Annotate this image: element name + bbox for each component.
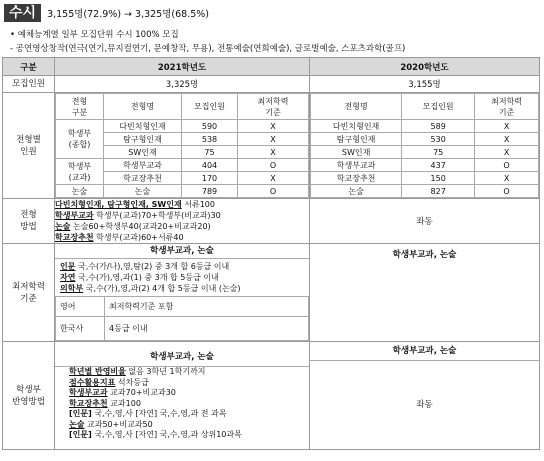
note-line: - 공연영상창작(연극(연기,뮤지컬연기, 문예창작, 무용), 전통예술(연희예술), 글로벌예술, 스포츠과학(골프) — [10, 44, 406, 54]
reflect-key: 학생부교과 — [69, 388, 108, 398]
page-header — [4, 4, 209, 22]
recruit-2021: 3,325명 — [55, 76, 310, 93]
method-title: 학생부교과 — [55, 211, 94, 220]
reflect-line — [69, 420, 303, 431]
method-line — [55, 199, 309, 210]
reflect-detail: 국,수,영,사 [자연] 국,수,영,과 상위10과목 — [91, 430, 242, 440]
type-count: 404 — [182, 159, 238, 172]
inner-header: 전형명 — [104, 94, 182, 120]
type-min: X — [475, 133, 539, 146]
type-min: X — [238, 120, 309, 133]
type-min: X — [238, 172, 309, 185]
inner-header: 전형명 — [311, 94, 402, 120]
min-group: 의학부 — [60, 284, 84, 293]
type-count: 789 — [182, 185, 238, 198]
inner-header: 전형 구분 — [56, 94, 104, 120]
type-count: 827 — [402, 185, 475, 198]
min-2020 — [310, 244, 540, 342]
type-name: 학생부교과 — [311, 159, 402, 172]
reflect-title: 학생부교과, 논술 — [55, 348, 309, 367]
min-line — [60, 283, 304, 294]
by-type-2021 — [55, 93, 310, 199]
inner-header: 모집인원 — [182, 94, 238, 120]
reflect-line — [69, 430, 303, 441]
type-name: 탐구형인재 — [104, 133, 182, 146]
reflect-line — [69, 388, 303, 399]
method-detail: 학생부(교과)60+서류40 — [93, 233, 184, 242]
reflect-key: 점수활용지표 — [69, 377, 116, 387]
reflect-line — [69, 399, 303, 410]
min-line — [60, 261, 304, 272]
min-2021 — [55, 244, 310, 342]
min-line — [60, 272, 304, 283]
reflect-key: 학교장추천 — [69, 398, 108, 408]
col-header-2021: 2021학년도 — [55, 58, 310, 76]
group-cell: 학생부 (종합) — [56, 120, 104, 159]
type-count: 170 — [182, 172, 238, 185]
admission-table — [2, 57, 540, 450]
type-min: X — [238, 146, 309, 159]
note-line: • 예체능계열 일부 모집단위 수시 100% 모집 — [10, 30, 179, 40]
min-sub-table — [55, 296, 309, 341]
reflect-detail: 없음 3학년 1학기까지 — [125, 367, 206, 377]
type-min: X — [475, 172, 539, 185]
method-detail: 논술60+학생부40(교과20+비교과20) — [70, 222, 211, 231]
min-title: 학생부교과, 논술 — [150, 246, 214, 256]
reflect-detail: 석차등급 — [115, 377, 149, 387]
reflect-detail: 교과70+비교과30 — [107, 388, 176, 398]
type-min: O — [238, 185, 309, 198]
reflect-detail: 교과50+비교과50 — [84, 419, 153, 429]
type-count: 589 — [402, 120, 475, 133]
type-name: 학교장추천 — [311, 172, 402, 185]
type-count: 538 — [182, 133, 238, 146]
group-cell: 논술 — [56, 185, 104, 198]
min-group: 인문 — [60, 262, 76, 271]
type-count: 150 — [402, 172, 475, 185]
type-name: 탐구형인재 — [311, 133, 402, 146]
group-cell: 학생부 (교과) — [56, 159, 104, 185]
type-name: SW인재 — [311, 146, 402, 159]
type-table-2021 — [55, 93, 309, 198]
sub-key: 영어 — [56, 297, 105, 317]
type-name: 다빈치형인재 — [104, 120, 182, 133]
methods-2021 — [55, 199, 310, 244]
min-detail: 국,수(가),영,과(1) 중 3개 합 5등급 이내 — [75, 273, 219, 282]
type-count: 75 — [182, 146, 238, 159]
sub-value: 4등급 이내 — [105, 317, 309, 341]
method-detail: 학생부(교과)70+학생부(비교과)30 — [93, 211, 221, 220]
type-count: 590 — [182, 120, 238, 133]
row-label-recruit: 모집인원 — [3, 76, 55, 93]
min-detail: 국,수(가),영,과(2) 4개 합 5등급 이내 (논술) — [83, 284, 241, 293]
reflect-detail: 교과100 — [107, 398, 141, 408]
type-table-2020 — [310, 93, 539, 198]
reflect-detail: 국,수,영,사 [자연] 국,수,영,과 전 과목 — [91, 409, 227, 419]
reflect-key: [인문] — [69, 409, 92, 419]
recruit-summary: 3,155명(72.9%) → 3,325명(68.5%) — [47, 9, 209, 20]
min-detail: 국,수(가/나),영,탐(2) 중 3개 합 6등급 이내 — [75, 262, 230, 271]
method-title: 논술 — [55, 222, 71, 231]
inner-header: 모집인원 — [402, 94, 475, 120]
reflect-line — [69, 409, 303, 420]
type-count: 75 — [402, 146, 475, 159]
row-label-reflect: 학생부 반영방법 — [3, 342, 55, 450]
col-header-2020: 2020학년도 — [310, 58, 540, 76]
type-min: O — [475, 185, 539, 198]
sub-value: 최저학력기준 포함 — [105, 297, 309, 317]
type-name: 논술 — [104, 185, 182, 198]
reflect-lines — [55, 367, 309, 443]
row-label-by-type: 전형별 인원 — [3, 93, 55, 199]
type-min: O — [238, 159, 309, 172]
inner-header: 최저학력 기준 — [238, 94, 309, 120]
inner-header: 최저학력 기준 — [475, 94, 539, 120]
method-detail: 서류100 — [181, 200, 215, 209]
sub-key: 한국사 — [56, 317, 105, 341]
by-type-2020 — [310, 93, 540, 199]
type-min: X — [475, 120, 539, 133]
type-name: 학생부교과 — [104, 159, 182, 172]
method-line — [55, 221, 309, 232]
reflect-key: 학년별 반영비율 — [69, 367, 126, 377]
type-name: SW인재 — [104, 146, 182, 159]
type-name: 다빈치형인재 — [311, 120, 402, 133]
method-title: 학교장추천 — [55, 233, 94, 242]
reflect-key: [인문] — [69, 430, 92, 440]
type-name: 학교장추천 — [104, 172, 182, 185]
reflect-title-2020: 학생부교과, 논술 — [310, 342, 539, 361]
methods-2020: 좌동 — [310, 199, 540, 244]
reflect-2021 — [55, 342, 310, 450]
type-count: 530 — [402, 133, 475, 146]
col-header-category: 구분 — [3, 58, 55, 76]
min-title-2020: 학생부교과, 논술 — [392, 249, 457, 260]
reflect-2020 — [310, 342, 540, 450]
row-label-method: 전형 방법 — [3, 199, 55, 244]
type-name: 논술 — [311, 185, 402, 198]
section-tag: 수시 — [4, 4, 41, 22]
type-min: X — [238, 133, 309, 146]
type-min: X — [475, 146, 539, 159]
reflect-key: 논술 — [69, 419, 85, 429]
reflect-same: 좌동 — [416, 400, 433, 410]
recruit-2020: 3,155명 — [310, 76, 540, 93]
method-line — [55, 232, 309, 243]
min-group: 자연 — [60, 273, 76, 282]
method-title: 다빈치형인재, 탐구형인재, SW인재 — [55, 200, 182, 209]
min-lines — [55, 258, 309, 296]
type-min: O — [475, 159, 539, 172]
method-line — [55, 210, 309, 221]
reflect-line — [69, 378, 303, 389]
reflect-line — [69, 367, 303, 378]
type-count: 437 — [402, 159, 475, 172]
row-label-min: 최저학력 기준 — [3, 244, 55, 342]
